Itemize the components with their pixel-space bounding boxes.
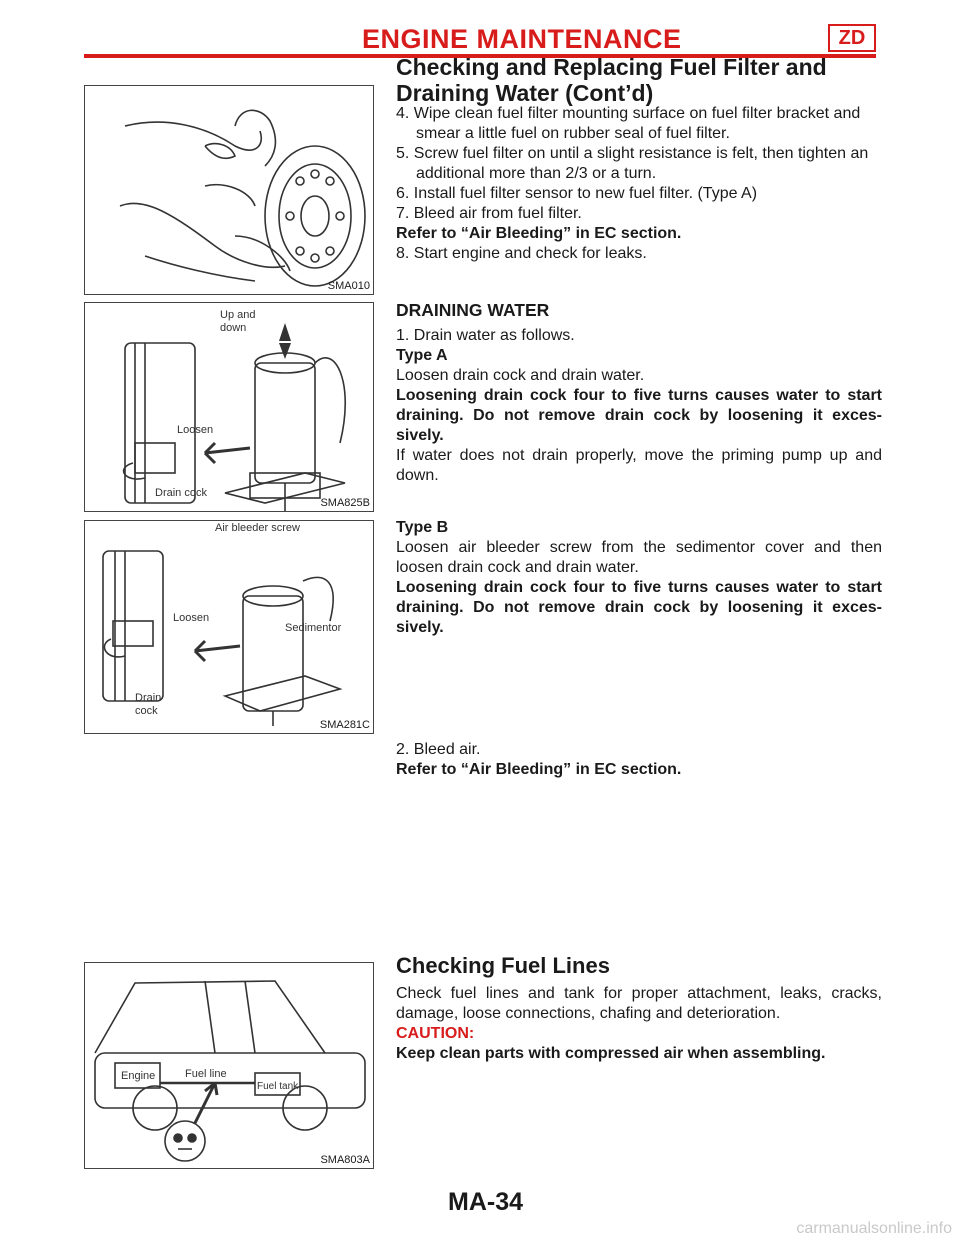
caution-text: Keep clean parts with compressed air when assembling. bbox=[396, 1045, 826, 1062]
label-up-down-2: down bbox=[220, 322, 247, 334]
figure-draining-type-a bbox=[84, 302, 374, 512]
step-4: 4. Wipe clean fuel filter mounting surface on fuel filter bracket and smear a little fuel on rubber seal of fuel filter. bbox=[396, 105, 861, 142]
label-up-down-1: Up and bbox=[220, 309, 256, 321]
page-number: MA-34 bbox=[448, 1188, 524, 1216]
step-6: 6. Install fuel filter sensor to new fuel filter. (Type A) bbox=[396, 185, 758, 202]
car-fuel-line-illustration bbox=[85, 963, 373, 1168]
refer-air-bleeding: Refer to “Air Bleeding” in EC section. bbox=[396, 225, 682, 242]
figure-code: SMA803A bbox=[320, 1154, 370, 1166]
bleed-air-step bbox=[396, 740, 882, 780]
hands-filter-illustration bbox=[85, 86, 373, 294]
footer-watermark: carmanualsonline.info bbox=[796, 1220, 952, 1237]
label-engine: Engine bbox=[121, 1070, 156, 1082]
draining-water-type-b bbox=[396, 518, 882, 638]
type-b-warning: Loosening drain cock four to five turns causes water to start draining. Do not remove drain cock by loosening it exces- sively. bbox=[396, 579, 882, 636]
checking-fuel-lines bbox=[396, 953, 882, 1064]
label-drain-cock: Drain cock bbox=[155, 487, 207, 499]
refer-air-bleeding-2: Refer to “Air Bleeding” in EC section. bbox=[396, 761, 682, 778]
figure-code: SMA010 bbox=[327, 280, 370, 292]
draining-water-type-a bbox=[396, 300, 882, 486]
type-a-label: Type A bbox=[396, 347, 448, 364]
type-a-note: If water does not drain properly, move the priming pump up and down. bbox=[396, 447, 882, 484]
label-fuel-tank: Fuel tank bbox=[257, 1081, 299, 1092]
label-air-bleeder: Air bleeder screw bbox=[215, 522, 300, 534]
figure-draining-type-b bbox=[84, 520, 374, 734]
draining-water-heading: DRAINING WATER bbox=[396, 300, 550, 320]
step-8: 8. Start engine and check for leaks. bbox=[396, 245, 647, 262]
drain-step-1: 1. Drain water as follows. bbox=[396, 327, 575, 344]
caution-label: CAUTION: bbox=[396, 1025, 475, 1042]
label-cock: cock bbox=[135, 705, 158, 717]
type-a-warning: Loosening drain cock four to five turns causes water to start draining. Do not remove drain cock by loosening it exces- sively. bbox=[396, 387, 882, 444]
type-b-label: Type B bbox=[396, 519, 449, 536]
label-fuel-line: Fuel line bbox=[185, 1068, 227, 1080]
type-a-filter-illustration bbox=[85, 303, 373, 511]
section-title bbox=[396, 54, 827, 106]
figure-code: SMA281C bbox=[319, 719, 370, 731]
step-5: 5. Screw fuel filter on until a slight resistance is felt, then tighten an additional more than 2/3 or a turn. bbox=[396, 145, 869, 182]
figure-fuel-lines-car bbox=[84, 962, 374, 1169]
filter-replacement-steps bbox=[396, 104, 882, 264]
label-drain: Drain bbox=[135, 692, 162, 704]
header-title: ENGINE MAINTENANCE bbox=[362, 24, 682, 54]
step-7: 7. Bleed air from fuel filter. bbox=[396, 205, 582, 222]
type-b-text: Loosen air bleeder screw from the sedimentor cover and then loosen drain cock and drain water. bbox=[396, 539, 882, 576]
type-b-sedimentor-illustration bbox=[85, 521, 373, 733]
fuel-lines-heading: Checking Fuel Lines bbox=[396, 953, 610, 978]
section-title-line-2: Draining Water (Cont’d) bbox=[396, 80, 654, 106]
engine-code-badge: ZD bbox=[828, 24, 876, 52]
label-sedimentor: Sedimentor bbox=[285, 622, 342, 634]
fuel-lines-text: Check fuel lines and tank for proper attachment, leaks, cracks, damage, loose connections, chafing and deterioration. bbox=[396, 985, 882, 1022]
figure-code: SMA825B bbox=[320, 497, 370, 509]
section-title-line-1: Checking and Replacing Fuel Filter and bbox=[396, 54, 827, 80]
label-loosen: Loosen bbox=[177, 424, 214, 436]
label-loosen: Loosen bbox=[173, 612, 210, 624]
figure-fuel-filter-seal bbox=[84, 85, 374, 295]
drain-step-2: 2. Bleed air. bbox=[396, 741, 481, 758]
type-a-text: Loosen drain cock and drain water. bbox=[396, 367, 645, 384]
